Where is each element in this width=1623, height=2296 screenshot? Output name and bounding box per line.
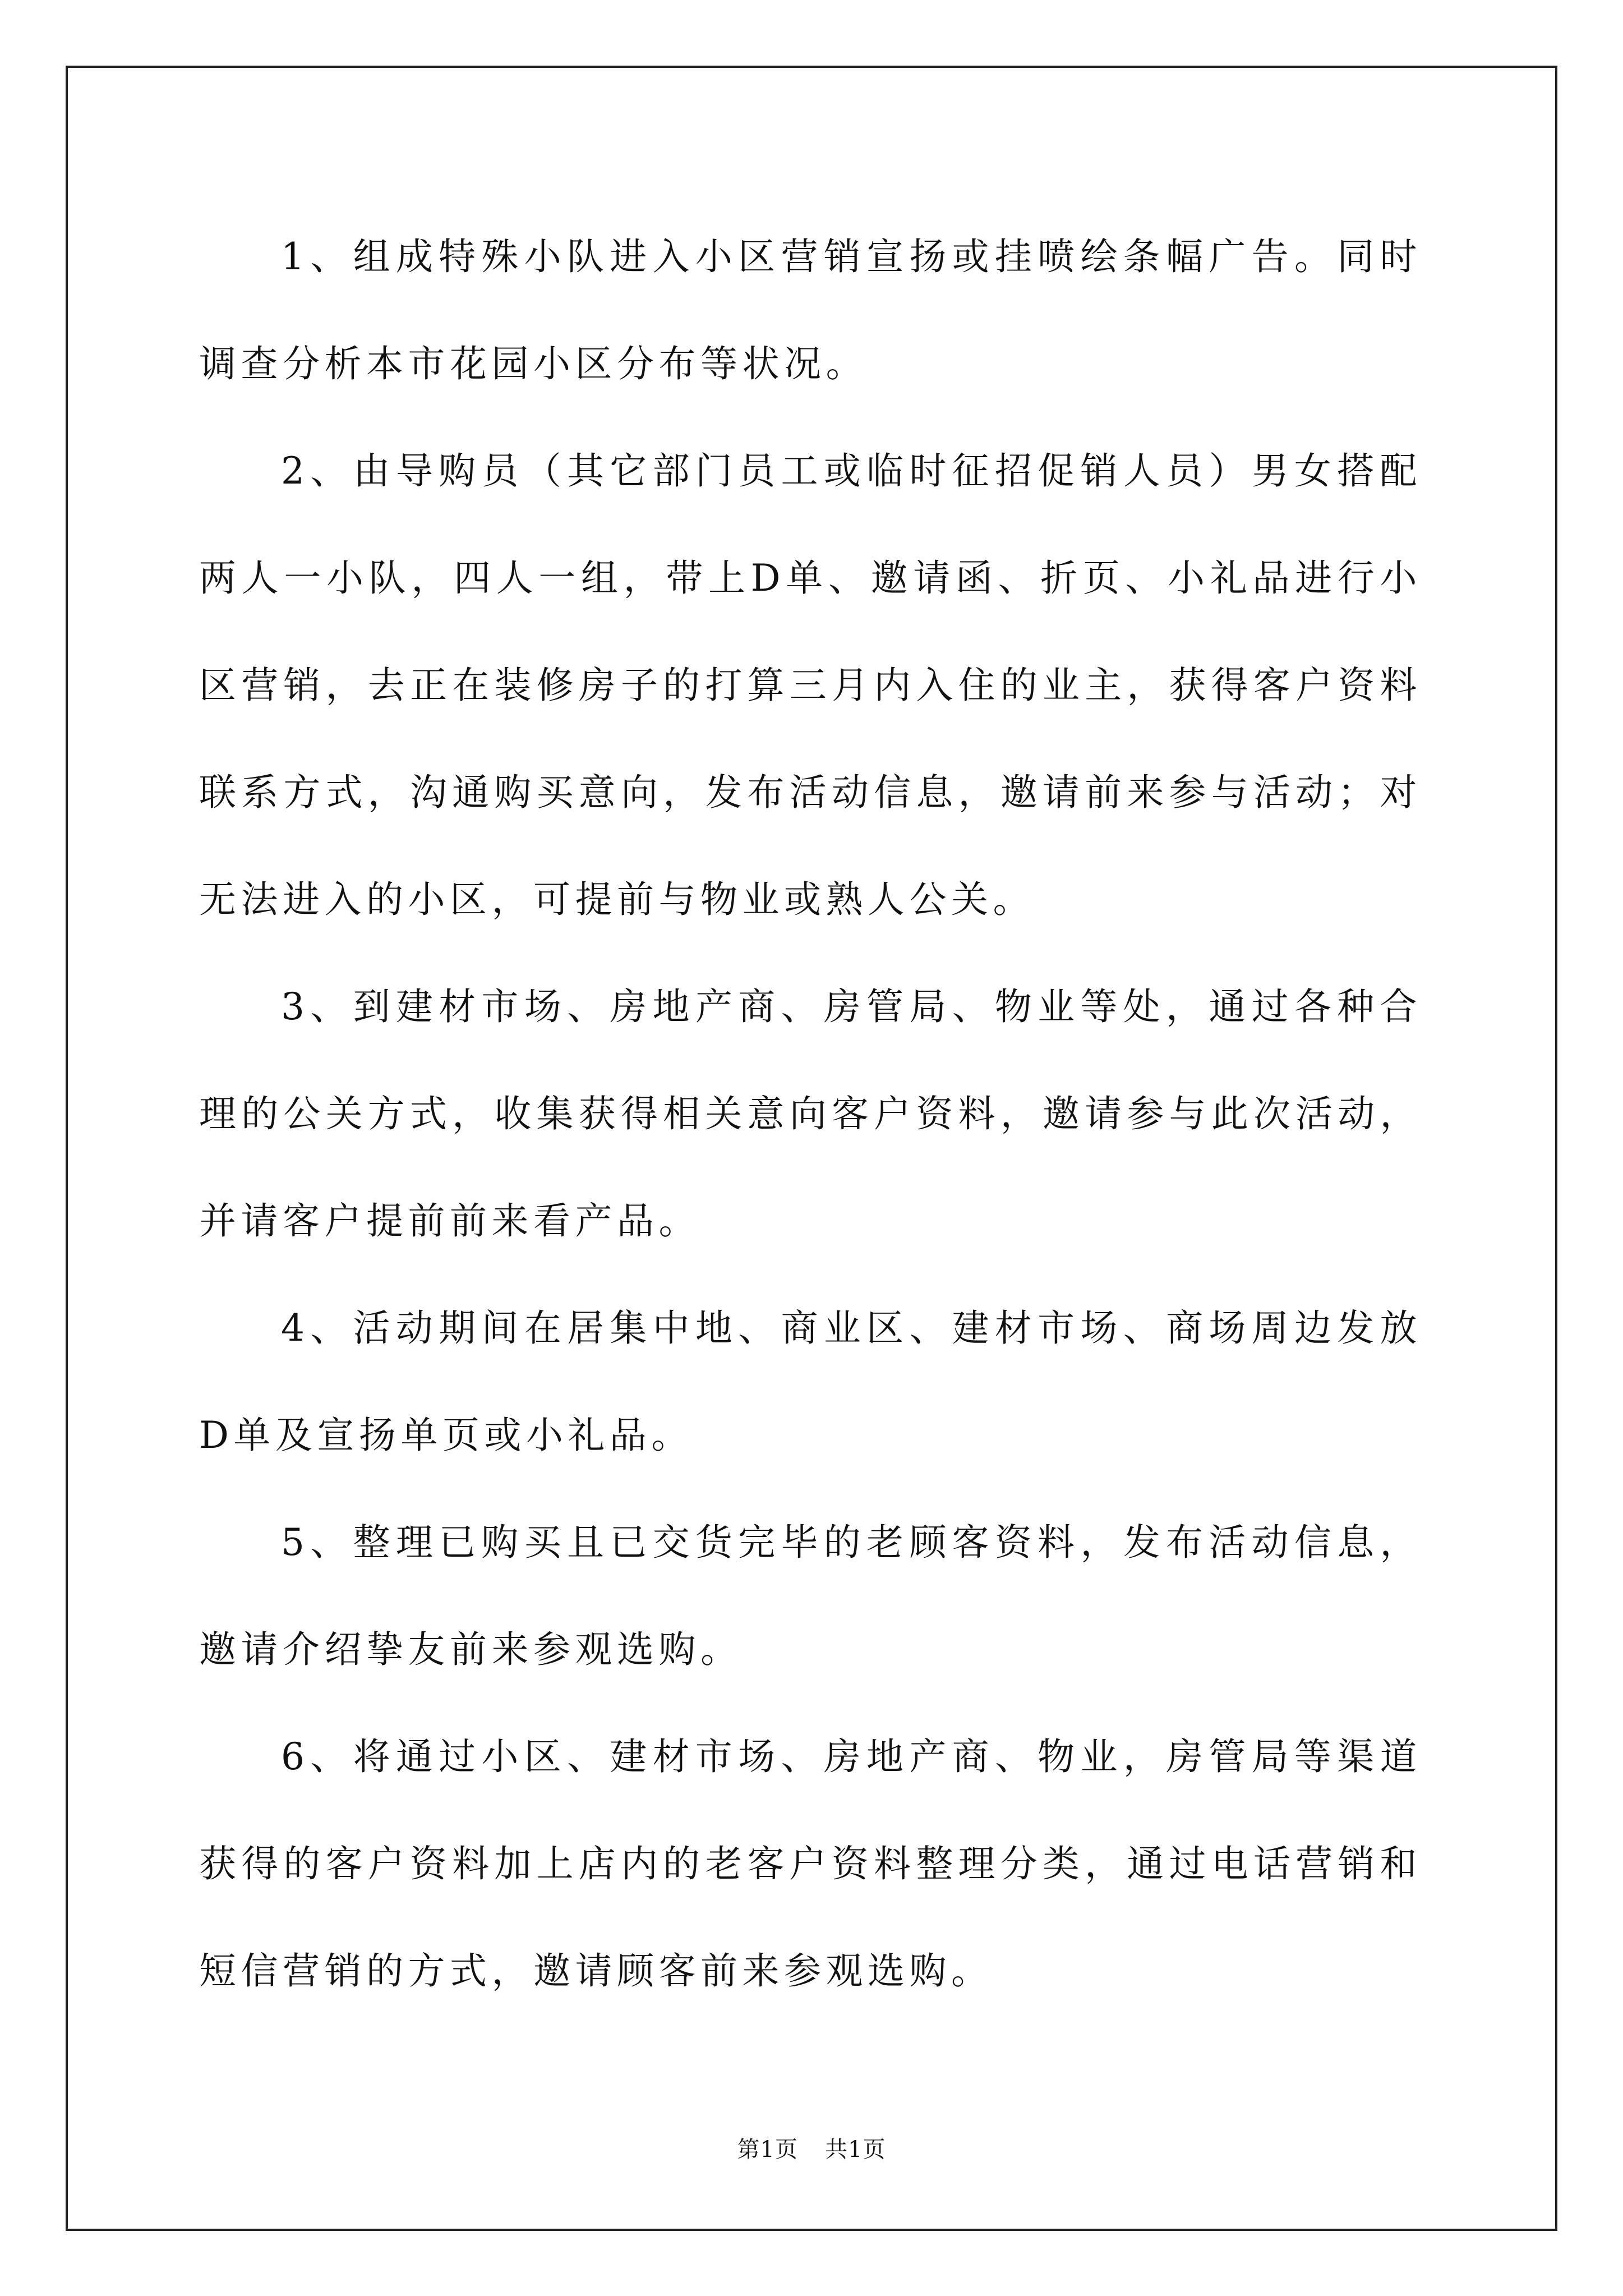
paragraph-5: 5、整理已购买且已交货完毕的老顾客资料，发布活动信息，邀请介绍挚友前来参观选购。 <box>199 1521 1422 1671</box>
paragraph-3: 3、到建材市场、房地产商、房管局、物业等处，通过各种合理的公关方式，收集获得相关意向客户资料，邀请参与此次活动，并请客户提前前来看产品。 <box>199 985 1422 1243</box>
paragraph-4: 4、活动期间在居集中地、商业区、建材市场、商场周边发放D单及宣扬单页或小礼品。 <box>199 1306 1422 1457</box>
page-number: 第1页 <box>737 2137 798 2162</box>
page-footer <box>0 2132 1623 2164</box>
paragraph-2: 2、由导购员（其它部门员工或临时征招促销人员）男女搭配两人一小队，四人一组，带上D单、邀请函、折页、小礼品进行小区营销，去正在装修房子的打算三月内入住的业主，获得客户资料联系方式，沟通购买意向，发布活动信息，邀请前来参与活动；对无法进入的小区，可提前与物业或熟人公关。 <box>199 449 1422 921</box>
total-pages: 共1页 <box>825 2137 886 2162</box>
document-body <box>199 203 1422 2024</box>
paragraph-1: 1、组成特殊小队进入小区营销宣扬或挂喷绘条幅广告。同时调查分析本市花园小区分布等状况。 <box>199 235 1422 385</box>
paragraph-6: 6、将通过小区、建材市场、房地产商、物业，房管局等渠道获得的客户资料加上店内的老客户资料整理分类，通过电话营销和短信营销的方式，邀请顾客前来参观选购。 <box>199 1735 1422 1993</box>
